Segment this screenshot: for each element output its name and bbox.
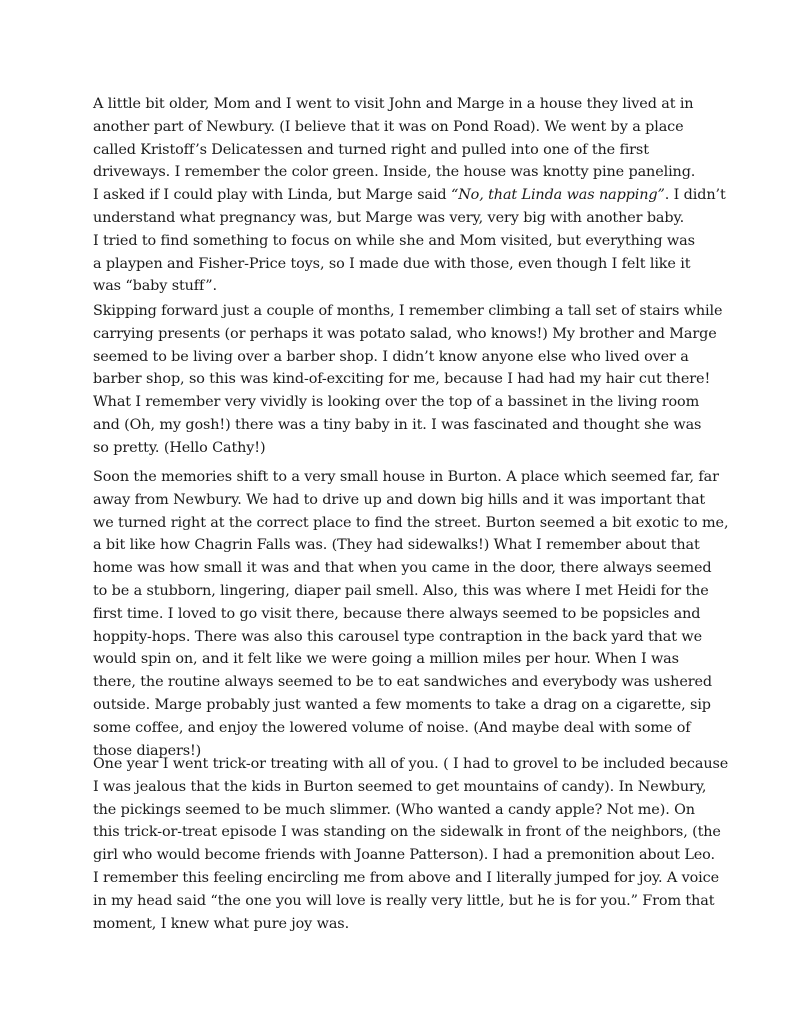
text-line: was “baby stuff”. [93, 278, 217, 295]
text-line: a bit like how Chagrin Falls was. (They had sidewalks!) What I remember about that [93, 537, 700, 554]
text-line: to be a stubborn, lingering, diaper pail smell. Also, this was where I met Heidi for the [93, 582, 709, 599]
text-line: first time. I loved to go visit there, because there always seemed to be popsicles and [93, 605, 701, 622]
text-line: moment, I knew what pure joy was. [93, 915, 350, 932]
text-line: outside. Marge probably just wanted a few moments to take a drag on a cigarette, sip [93, 696, 711, 713]
text-line: there, the routine always seemed to be to eat sandwiches and everybody was ushered [93, 674, 712, 691]
text-line: I remember this feeling encircling me from above and I literally jumped for joy. A voice [93, 869, 719, 886]
text-line: would spin on, and it felt like we were going a million miles per hour. When I was [93, 651, 679, 668]
text-line: Skipping forward just a couple of months, I remember climbing a tall set of stairs while [93, 303, 723, 319]
text-segment: . [664, 187, 674, 204]
text-line-with-quote [93, 184, 726, 207]
paragraph-barber-shop [93, 300, 723, 460]
text-line: another part of Newbury. (I believe that it was on Pond Road). We went by a place [93, 118, 684, 135]
text-line: Soon the memories shift to a very small house in Burton. A place which seemed far, far [93, 469, 719, 485]
paragraph-visit-john-and-marge [93, 93, 726, 298]
text-line: driveways. I remember the color green. Inside, the house was knotty pine paneling. [93, 164, 696, 181]
text-line: home was how small it was and that when you came in the door, there always seemed [93, 560, 712, 577]
text-line: we turned right at the correct place to find the street. Burton seemed a bit exotic to me, [93, 514, 729, 531]
paragraph-trick-or-treat [93, 753, 729, 935]
text-line: this trick-or-treat episode I was standing on the sidewalk in front of the neighbors, (the [93, 824, 721, 841]
text-line: the pickings seemed to be much slimmer. (Who wanted a candy apple? Not me). On [93, 801, 695, 818]
text-line: I was jealous that the kids in Burton seemed to get mountains of candy). In Newbury, [93, 778, 707, 795]
paragraph-burton-house [93, 466, 729, 762]
text-line: away from Newbury. We had to drive up and down big hills and it was important that [93, 491, 706, 508]
text-line: called Kristoff’s Delicatessen and turned right and pulled into one of the first [93, 141, 649, 158]
text-segment: I asked if I could play with Linda, but Marge said [93, 187, 451, 204]
text-line: in my head said “the one you will love is really very little, but he is for you.” From that [93, 892, 715, 909]
text-line: some coffee, and enjoy the lowered volume of noise. (And maybe deal with some of [93, 719, 691, 736]
text-line: a playpen and Fisher-Price toys, so I made due with those, even though I felt like it [93, 255, 691, 272]
text-line: girl who would become friends with Joanne Patterson). I had a premonition about Leo. [93, 847, 715, 864]
text-line: What I remember very vividly is looking over the top of a bassinet in the living room [93, 394, 700, 411]
text-line: seemed to be living over a barber shop. I didn’t know anyone else who lived over a [93, 348, 689, 365]
text-line: so pretty. (Hello Cathy!) [93, 439, 266, 456]
text-line: One year I went trick-or treating with all of you. ( I had to grovel to be included because [93, 756, 729, 772]
text-line: I tried to find something to focus on while she and Mom visited, but everything was [93, 232, 695, 249]
text-line: A little bit older, Mom and I went to visit John and Marge in a house they lived at in [93, 96, 694, 112]
text-segment: I didn’t [673, 187, 726, 204]
text-line: understand what pregnancy was, but Marge was very, very big with another baby. [93, 209, 685, 226]
italic-quote: “No, that Linda was napping” [450, 187, 665, 204]
text-line: and (Oh, my gosh!) there was a tiny baby in it. I was fascinated and thought she was [93, 416, 702, 433]
text-line: hoppity-hops. There was also this carousel type contraption in the back yard that we [93, 628, 702, 645]
text-line: barber shop, so this was kind-of-exciting for me, because I had had my hair cut there! [93, 371, 711, 388]
text-line: carrying presents (or perhaps it was potato salad, who knows!) My brother and Marge [93, 325, 717, 342]
text-line: those diapers!) [93, 742, 202, 759]
